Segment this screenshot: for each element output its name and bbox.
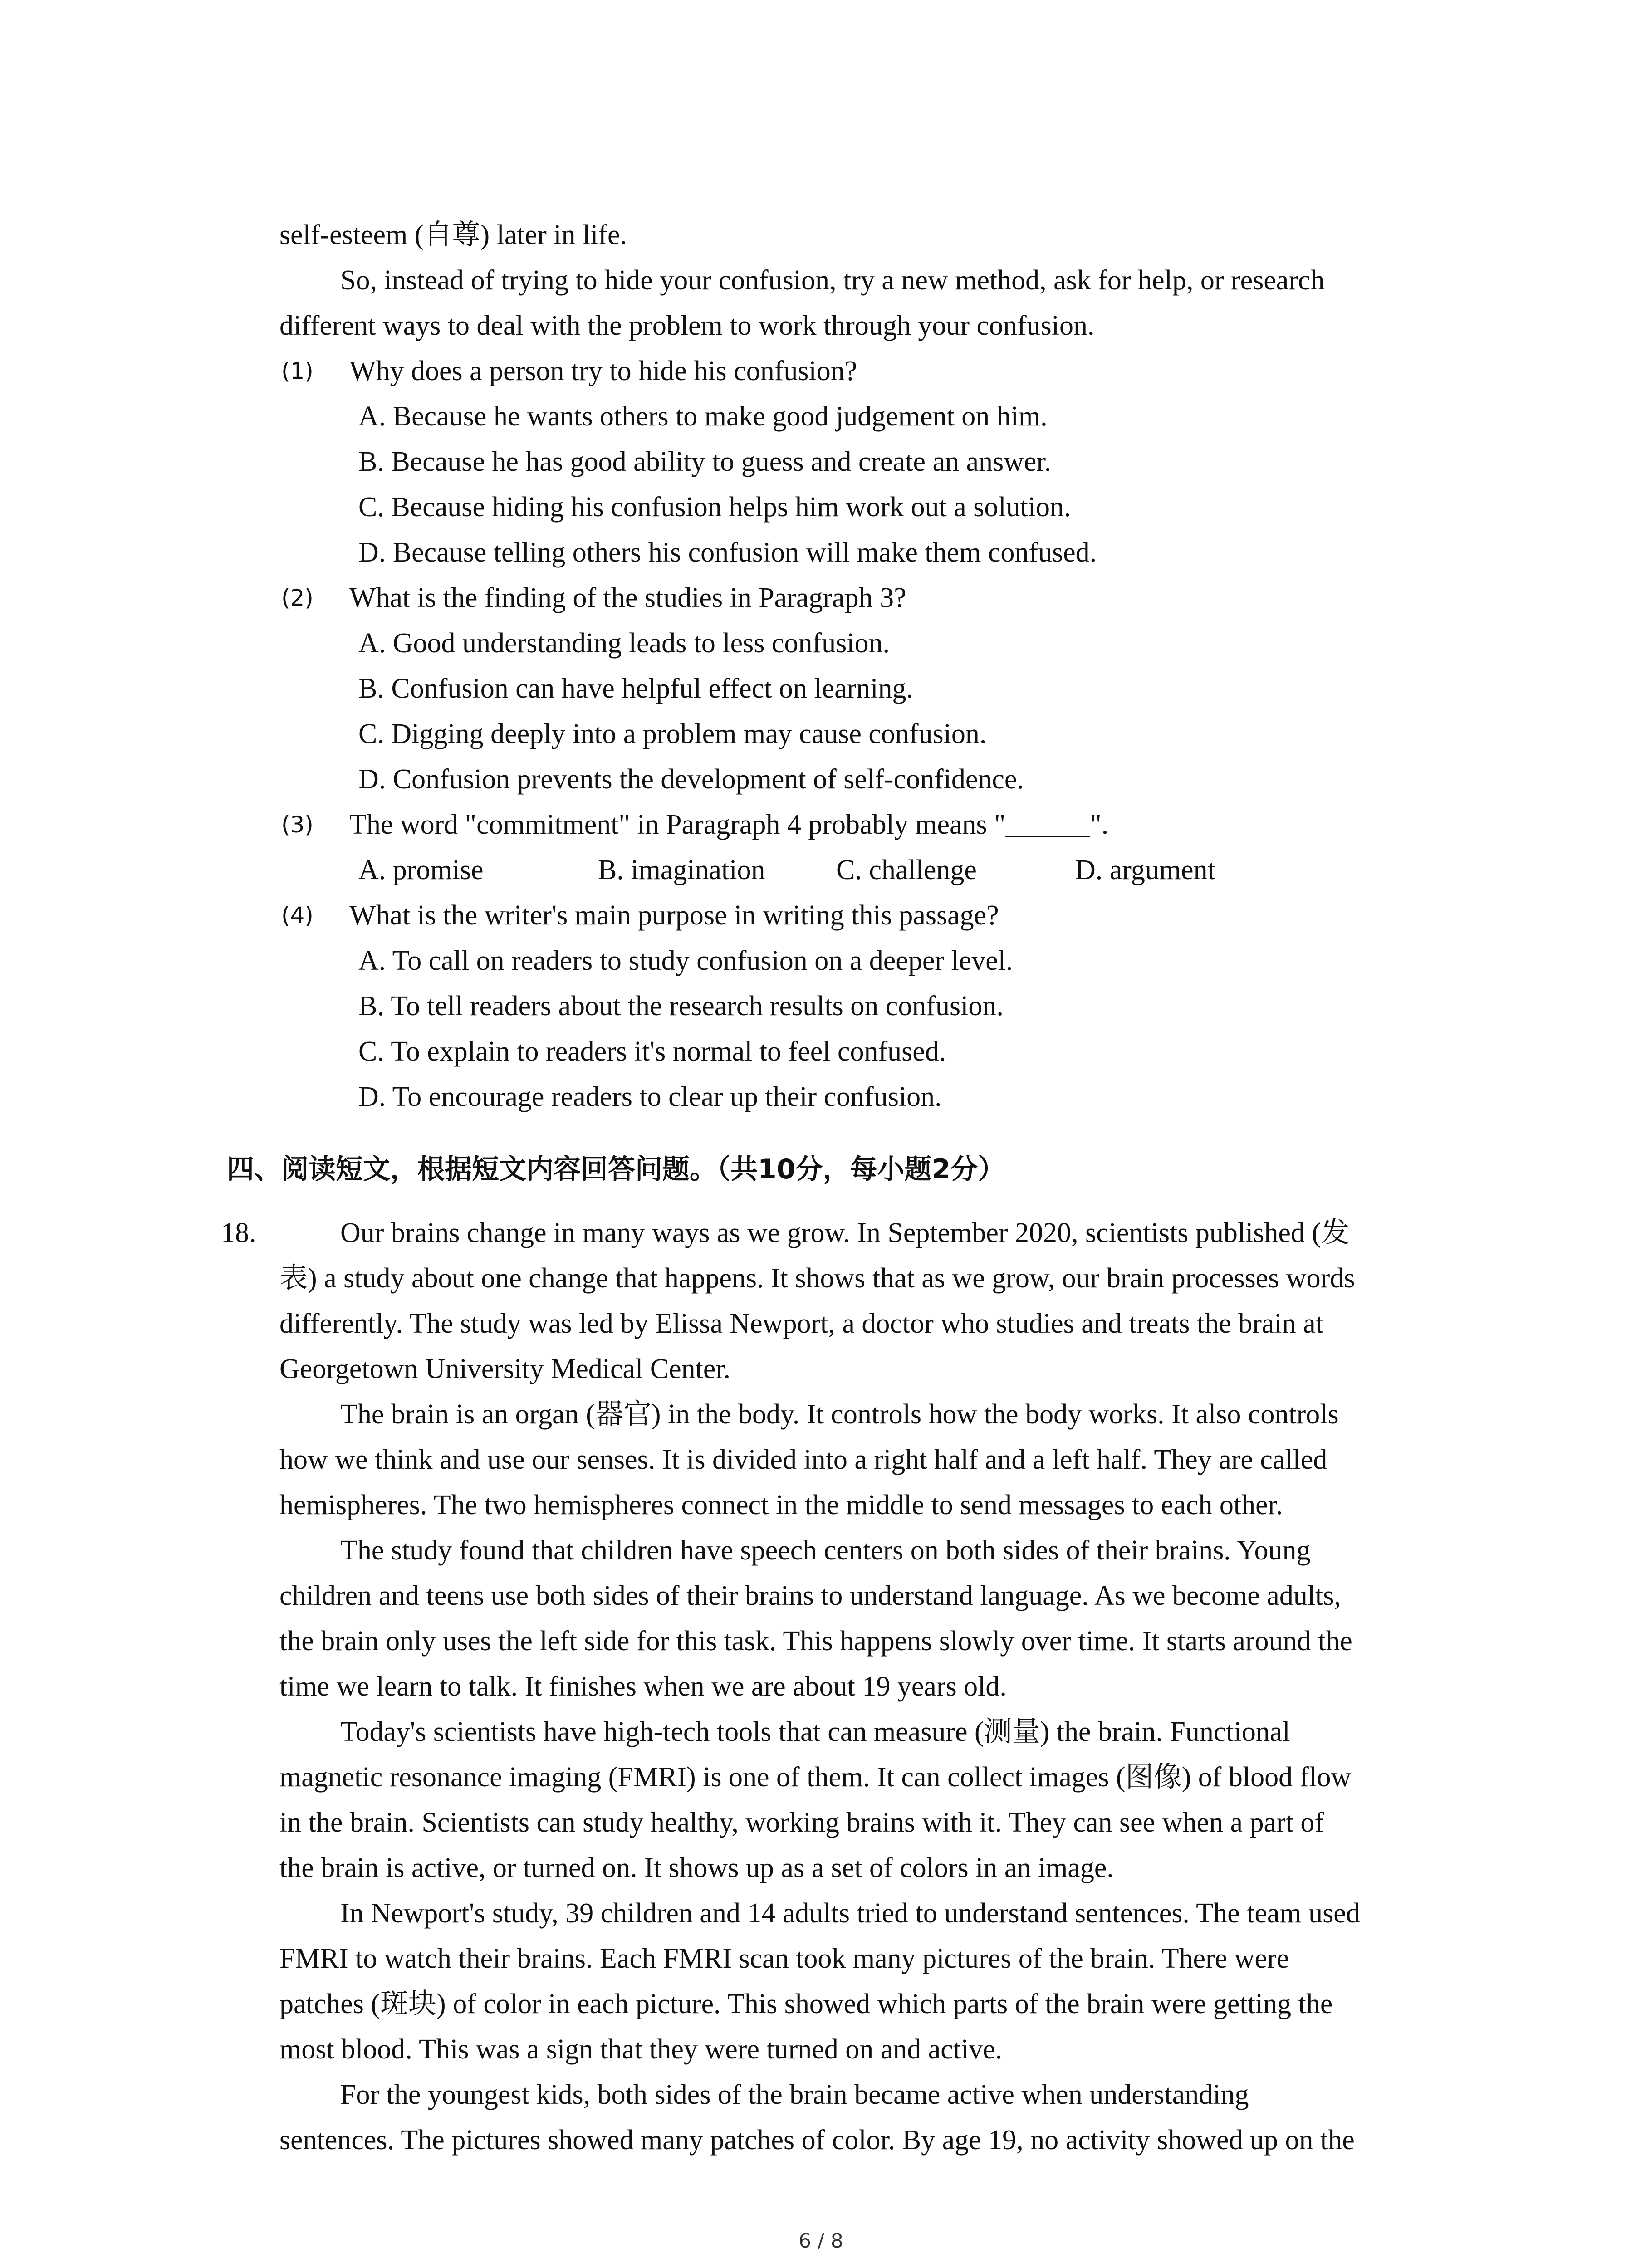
passage-line: The study found that children have speech centers on both sides of their brains. Young (340, 1535, 1311, 1566)
passage-line: patches (斑块) of color in each picture. This showed which parts of the brain were getting the (279, 1989, 1333, 2019)
passage-line: different ways to deal with the problem to work through your confusion. (279, 310, 1095, 341)
passage-line: 表) a study about one change that happens. It shows that as we grow, our brain processes words (279, 1263, 1355, 1294)
answer-option: C. To explain to readers it's normal to feel confused. (358, 1036, 946, 1067)
question-number: (2) (281, 585, 314, 611)
answer-option: A. To call on readers to study confusion on a deeper level. (358, 945, 1013, 976)
page-number: 6 / 8 (798, 2229, 843, 2253)
passage-line: In Newport's study, 39 children and 14 adults tried to understand sentences. The team used (340, 1898, 1360, 1929)
answer-option: A. Because he wants others to make good judgement on him. (358, 401, 1048, 432)
section-heading: 四、阅读短文，根据短文内容回答问题。（共10分，每小题2分） (227, 1154, 1005, 1185)
answer-option: B. To tell readers about the research results on confusion. (358, 991, 1004, 1022)
passage-line: most blood. This was a sign that they were turned on and active. (279, 2034, 1003, 2065)
passage-line: hemispheres. The two hemispheres connect in the middle to send messages to each other. (279, 1490, 1283, 1520)
passage-line: Today's scientists have high-tech tools that can measure (测量) the brain. Functional (340, 1716, 1290, 1747)
question-number: (1) (281, 358, 314, 384)
answer-option: A. promise (358, 855, 484, 885)
question-text: The word "commitment" in Paragraph 4 probably means "______". (349, 809, 1109, 840)
question-text: What is the writer's main purpose in writing this passage? (349, 900, 999, 931)
passage-line: in the brain. Scientists can study healthy, working brains with it. They can see when a part of (279, 1807, 1324, 1838)
passage-line: For the youngest kids, both sides of the brain became active when understanding (340, 2079, 1249, 2110)
item-number: 18. (221, 1217, 256, 1248)
answer-option: C. Digging deeply into a problem may cause confusion. (358, 719, 987, 749)
passage-line: sentences. The pictures showed many patches of color. By age 19, no activity showed up on the (279, 2125, 1355, 2156)
passage-line: FMRI to watch their brains. Each FMRI scan took many pictures of the brain. There were (279, 1943, 1289, 1974)
answer-option: B. Because he has good ability to guess and create an answer. (358, 446, 1052, 477)
passage-line: self-esteem (自尊) later in life. (279, 220, 627, 250)
question-text: Why does a person try to hide his confusion? (349, 356, 857, 386)
question-text: What is the finding of the studies in Paragraph 3? (349, 582, 906, 613)
question-number: (3) (281, 811, 314, 838)
passage-line: children and teens use both sides of their brains to understand language. As we become adults, (279, 1580, 1341, 1611)
answer-option: C. challenge (836, 855, 977, 885)
passage-line: Our brains change in many ways as we grow. In September 2020, scientists published (发 (340, 1217, 1350, 1248)
answer-option: D. argument (1075, 855, 1215, 885)
answer-option: D. To encourage readers to clear up their confusion. (358, 1081, 942, 1112)
question-number: (4) (281, 902, 314, 929)
passage-line: So, instead of trying to hide your confusion, try a new method, ask for help, or research (340, 265, 1325, 296)
passage-line: how we think and use our senses. It is divided into a right half and a left half. They are called (279, 1444, 1327, 1475)
passage-line: The brain is an organ (器官) in the body. It controls how the body works. It also controls (340, 1399, 1339, 1430)
passage-line: Georgetown University Medical Center. (279, 1354, 731, 1384)
passage-line: differently. The study was led by Elissa Newport, a doctor who studies and treats the brain at (279, 1308, 1323, 1339)
passage-line: magnetic resonance imaging (FMRI) is one of them. It can collect images (图像) of blood flow (279, 1762, 1352, 1793)
answer-option: D. Because telling others his confusion will make them confused. (358, 537, 1097, 568)
answer-option: B. imagination (598, 855, 765, 885)
answer-option: C. Because hiding his confusion helps him work out a solution. (358, 492, 1071, 523)
passage-line: time we learn to talk. It finishes when we are about 19 years old. (279, 1671, 1007, 1702)
passage-line: the brain is active, or turned on. It shows up as a set of colors in an image. (279, 1853, 1114, 1883)
answer-option: D. Confusion prevents the development of self-confidence. (358, 764, 1024, 795)
answer-option: A. Good understanding leads to less confusion. (358, 628, 890, 659)
answer-option: B. Confusion can have helpful effect on learning. (358, 673, 913, 704)
passage-line: the brain only uses the left side for this task. This happens slowly over time. It starts around the (279, 1626, 1352, 1657)
